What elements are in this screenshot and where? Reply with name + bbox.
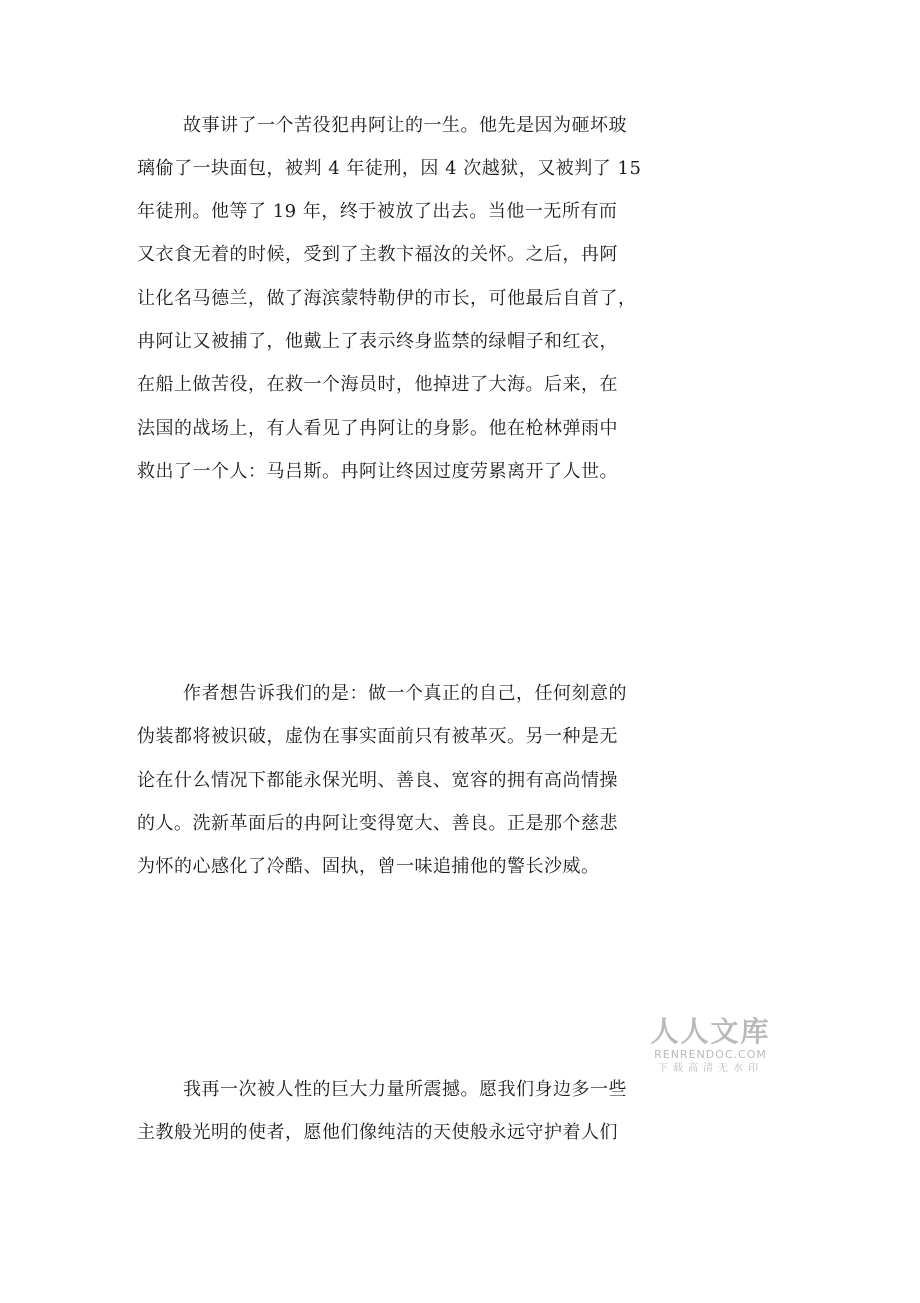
paragraph-line: 的人。洗新革面后的冉阿让变得宽大、善良。正是那个慈悲 bbox=[137, 813, 618, 834]
paragraph-line: 为怀的心感化了冷酷、固执，曾一味追捕他的警长沙威。 bbox=[137, 856, 600, 877]
paragraph-line: 年徒刑。他等了 19 年，终于被放了出去。当他一无所有而 bbox=[137, 201, 618, 222]
paragraph-line: 主教般光明的使者，愿他们像纯洁的天使般永远守护着人们 bbox=[137, 1122, 618, 1143]
paragraph-line: 故事讲了一个苦役犯冉阿让的一生。他先是因为砸坏玻 bbox=[183, 115, 627, 136]
watermark-tagline: 下载高清无水印 bbox=[658, 1063, 763, 1074]
paragraph-line: 冉阿让又被捕了，他戴上了表示终身监禁的绿帽子和红衣， bbox=[137, 331, 618, 352]
paragraph-line: 又衣食无着的时候，受到了主教卞福汝的关怀。之后，冉阿 bbox=[137, 244, 618, 265]
watermark-title: 人人文库 bbox=[650, 1015, 771, 1048]
paragraph-line: 伪装都将被识破，虚伪在事实面前只有被革灭。另一种是无 bbox=[137, 726, 618, 747]
paragraph-line: 作者想告诉我们的是：做一个真正的自己，任何刻意的 bbox=[183, 683, 627, 704]
watermark-domain: RENRENDOC.COM bbox=[654, 1048, 767, 1061]
paragraph-line: 法国的战场上，有人看见了冉阿让的身影。他在枪林弹雨中 bbox=[137, 418, 618, 439]
paragraph-line: 璃偷了一块面包，被判 4 年徒刑，因 4 次越狱，又被判了 15 bbox=[137, 158, 642, 179]
paragraph-line: 让化名马德兰，做了海滨蒙特勒伊的市长，可他最后自首了， bbox=[137, 288, 637, 309]
paragraph-line: 我再一次被人性的巨大力量所震撼。愿我们身边多一些 bbox=[183, 1079, 627, 1100]
paragraph-line: 在船上做苦役，在救一个海员时，他掉进了大海。后来，在 bbox=[137, 374, 618, 395]
paragraph-line: 救出了一个人：马吕斯。冉阿让终因过度劳累离开了人世。 bbox=[137, 461, 618, 482]
watermark-logo bbox=[648, 1016, 773, 1080]
paragraph-line: 论在什么情况下都能永保光明、善良、宽容的拥有高尚情操 bbox=[137, 770, 618, 791]
